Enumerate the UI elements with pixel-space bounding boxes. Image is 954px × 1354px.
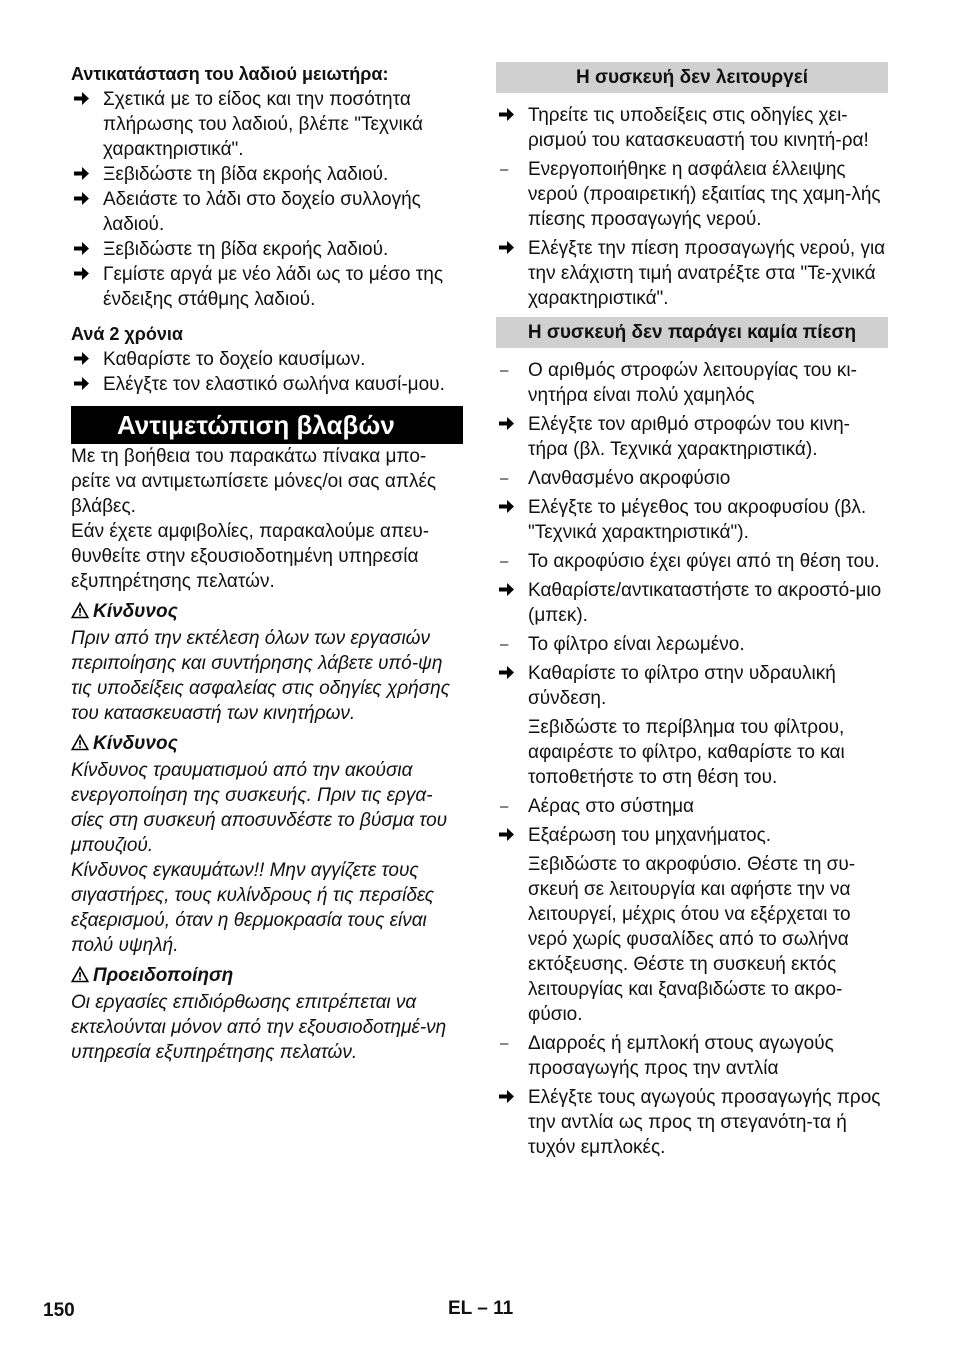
dash-marker: – (500, 553, 509, 570)
dash-marker: – (500, 798, 509, 815)
dash-marker: – (500, 636, 509, 653)
warning-heading: Προειδοποίηση (71, 963, 463, 990)
arrow-icon (73, 162, 95, 187)
remedy-item: Τηρείτε τις υποδείξεις στις οδηγίες χει-ρισμού του κατασκευαστή του κινητή-ρα! (496, 103, 888, 153)
two-years-heading: Ανά 2 χρόνια (71, 324, 183, 344)
fault-heading-no-operation: Η συσκευή δεν λειτουργεί (496, 62, 888, 93)
remedy-item: Ελέγξτε τους αγωγούς προσαγωγής προς την αντλία ως προς τη στεγανότη-τα ή τυχόν εμπλοκές. (496, 1085, 888, 1160)
arrow-icon (498, 103, 520, 128)
remedy-item: Καθαρίστε/αντικαταστήστε το ακροστό-μιο (μπεκ). (496, 578, 888, 628)
two-years-steps-list (71, 347, 463, 397)
arrow-icon (73, 187, 95, 212)
arrow-icon (498, 495, 520, 520)
cause-item: – Ενεργοποιήθηκε η ασφάλεια έλλειψης νερού (προαιρετική) εξαιτίας της χαμη-λής πίεσης προσαγωγής νερού. (500, 159, 881, 230)
list-item: Γεμίστε αργά με νέο λάδι ως το μέσο της ένδειξης στάθμης λαδιού. (71, 262, 463, 312)
cause-item: – Το φίλτρο είναι λερωμένο. (500, 634, 745, 655)
list-item: Ελέγξτε τον ελαστικό σωλήνα καυσί-μου. (71, 372, 463, 397)
list-item: Καθαρίστε το δοχείο καυσίμων. (71, 347, 463, 372)
list-item: Αδειάστε το λάδι στο δοχείο συλλογής λαδιού. (71, 187, 463, 237)
remedy-item: Ελέγξτε τον αριθμό στροφών του κινη-τήρα (βλ. Τεχνικά χαρακτηριστικά). (496, 412, 888, 462)
cause-item: – Αέρας στο σύστημα (500, 796, 695, 817)
footer-lang-page: EL – 11 (448, 1298, 514, 1319)
intro-paragraph-2: Εάν έχετε αμφιβολίες, παρακαλούμε απευ-θυνθείτε στην εξουσιοδοτημένη υπηρεσία εξυπηρέτησης πελατών. (71, 521, 430, 592)
oil-change-heading: Αντικατάσταση του λαδιού μειωτήρα: (71, 64, 389, 84)
arrow-icon (73, 372, 95, 397)
arrow-icon (73, 87, 95, 112)
list-item: Ξεβιδώστε τη βίδα εκροής λαδιού. (71, 237, 463, 262)
remedy-item: Καθαρίστε το φίλτρο στην υδραυλική σύνδεση. (496, 661, 888, 711)
arrow-icon (498, 823, 520, 848)
list-item: Σχετικά με το είδος και την ποσότητα πλήρωσης του λαδιού, βλέπε "Τεχνικά χαρακτηριστικά". (71, 87, 463, 162)
warning-triangle-icon (71, 965, 93, 990)
warning-triangle-icon (71, 733, 93, 758)
remedy-item: Εξαέρωση του μηχανήματος. (496, 823, 888, 848)
right-column (496, 62, 888, 1160)
list-note: Ξεβιδώστε το ακροφύσιο. Θέστε τη συ-σκευή σε λειτουργία και αφήστε την να λειτουργεί, μέχρις ότου να εξέρχεται το νερό χωρίς φυσαλίδες από το σωλήνα εκτόξευσης. Θέστε τη συσκευή εκτός λειτουργίας και ξαναβιδώστε το ακρο-φύσιο. (528, 854, 856, 1025)
dash-marker: – (500, 1035, 509, 1052)
warning-text: Οι εργασίες επιδιόρθωσης επιτρέπεται να εκτελούνται μόνον από την εξουσιοδοτημέ-νη υπηρεσία εξυπηρέτησης πελατών. (71, 992, 447, 1063)
arrow-icon (498, 661, 520, 686)
fault-list-no-pressure (496, 358, 888, 1160)
warning-triangle-icon (71, 601, 93, 626)
dash-marker: – (500, 362, 509, 379)
arrow-icon (498, 1085, 520, 1110)
list-item: Ξεβιδώστε τη βίδα εκροής λαδιού. (71, 162, 463, 187)
danger-text-2b: Κίνδυνος εγκαυμάτων!! Μην αγγίζετε τους σιγαστήρες, τους κυλίνδρους ή τις περσίδες εξαερισμού, όταν η θερμοκρασία τους είναι πολύ υψηλή. (71, 860, 434, 956)
danger-text-2a: Κίνδυνος τραυματισμού από την ακούσια ενεργοποίηση της συσκευής. Πριν τις εργα-σίες στη συσκευή αποσυνδέστε το βύσμα του μπουζιού. (71, 760, 448, 856)
remedy-item: Ελέγξτε την πίεση προσαγωγής νερού, για την ελάχιστη τιμή ανατρέξτε στα "Τε-χνικά χαρακτηριστικά". (496, 236, 888, 311)
list-note: Ξεβιδώστε το περίβλημα του φίλτρου, αφαιρέστε το φίλτρο, καθαρίστε το και τοποθετήστε το στη θέση του. (528, 717, 845, 788)
cause-item: – Λανθασμένο ακροφύσιο (500, 468, 731, 489)
danger-heading-2: Κίνδυνος (71, 731, 463, 758)
danger-heading-1: Κίνδυνος (71, 599, 463, 626)
page-number: 150 (43, 1300, 75, 1321)
arrow-icon (498, 412, 520, 437)
arrow-icon (73, 347, 95, 372)
fault-list-no-operation (496, 103, 888, 311)
fault-heading-no-pressure: Η συσκευή δεν παράγει καμία πίεση (496, 317, 888, 348)
arrow-icon (73, 237, 95, 262)
cause-item: – Το ακροφύσιο έχει φύγει από τη θέση του. (500, 551, 880, 572)
remedy-item: Ελέγξτε το μέγεθος του ακροφυσίου (βλ. "Τεχνικά χαρακτηριστικά"). (496, 495, 888, 545)
arrow-icon (498, 236, 520, 261)
arrow-icon (73, 262, 95, 287)
cause-item: – Διαρροές ή εμπλοκή στους αγωγούς προσαγωγής προς την αντλία (500, 1033, 834, 1079)
oil-steps-list (71, 87, 463, 312)
arrow-icon (498, 578, 520, 603)
danger-text-1: Πριν από την εκτέλεση όλων των εργασιών περιποίησης και συντήρησης λάβετε υπό-ψη τις υποδείξεις ασφαλείας στις οδηγίες χρήσης του κατασκευαστή των κινητήρων. (71, 628, 450, 724)
dash-marker: – (500, 161, 509, 178)
cause-item: – Ο αριθμός στροφών λειτουργίας του κι-νητήρα είναι πολύ χαμηλός (500, 360, 857, 406)
intro-paragraph-1: Με τη βοήθεια του παρακάτω πίνακα μπο-ρείτε να αντιμετωπίσετε μόνες/οι σας απλές βλάβες. (71, 446, 437, 517)
left-column (71, 62, 463, 1065)
dash-marker: – (500, 470, 509, 487)
section-title: Αντιμετώπιση βλαβών (71, 406, 463, 444)
